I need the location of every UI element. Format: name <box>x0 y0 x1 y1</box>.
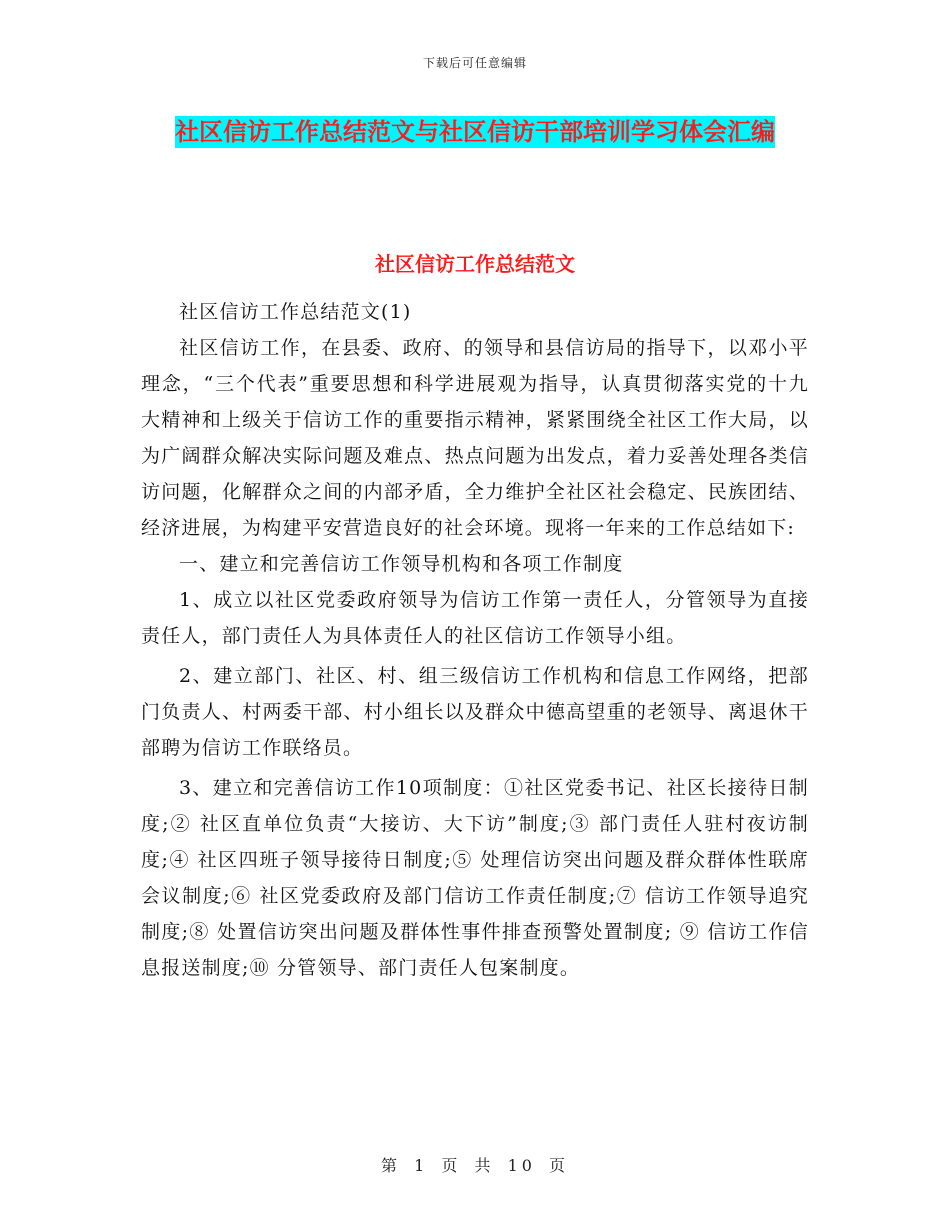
body-paragraph: 1、成立以社区党委政府领导为信访工作第一责任人，分管领导为直接责任人，部门责任人为具体责任人的社区信访工作领导小组。 <box>141 589 809 647</box>
footer-total-word: 共 <box>474 1156 495 1175</box>
footer-current-page: 1 <box>414 1156 429 1175</box>
body-paragraph-subtitle: 社区信访工作总结范文(1) <box>179 301 412 323</box>
body-paragraph-heading: 一、建立和完善信访工作领导机构和各项工作制度 <box>179 553 624 575</box>
footer-prefix: 第 <box>380 1156 401 1175</box>
page-footer <box>0 1153 950 1176</box>
footer-suffix: 页 <box>549 1156 570 1175</box>
document-body <box>141 294 809 986</box>
document-title <box>140 110 810 154</box>
body-paragraph: 2、建立部门、社区、村、组三级信访工作机构和信息工作网络，把部门负责人、村两委干部、村小组长以及群众中德高望重的老领导、离退休干部聘为信访工作联络员。 <box>141 665 809 759</box>
body-paragraph: 社区信访工作，在县委、政府、的领导和县信访局的指导下，以邓小平理念，“三个代表”重要思想和科学进展观为指导，认真贯彻落实党的十九大精神和上级关于信访工作的重要指示精神，紧紧围绕全社区工作大局，以为广阔群众解决实际问题及难点、热点问题为出发点，着力妥善处理各类信访问题，化解群众之间的内部矛盾，全力维护全社区社会稳定、民族团结、经济进展，为构建平安营造良好的社会环境。现将一年来的工作总结如下: <box>141 337 809 539</box>
header-note: 下载后可任意编辑 <box>422 56 527 70</box>
body-paragraph: 3、建立和完善信访工作10项制度：①社区党委书记、社区长接待日制度;② 社区直单位负责“大接访、大下访”制度;③ 部门责任人驻村夜访制度;④ 社区四班子领导接待日制度;⑤ 处理信访突出问题及群众群体性联席会议制度;⑥ 社区党委政府及部门信访工作责任制度;⑦ 信访工作领导追究制度;⑧ 处置信访突出问题及群体性事件排查预警处置制度; ⑨ 信访工作信息报送制度;⑩ 分管领导、部门责任人包案制度。 <box>141 777 809 979</box>
footer-page-word: 页 <box>441 1156 462 1175</box>
section-title: 社区信访工作总结范文 <box>375 252 575 276</box>
document-title-text: 社区信访工作总结范文与社区信访干部培训学习体会汇编 <box>175 118 775 146</box>
footer-total-pages: 10 <box>507 1156 536 1175</box>
